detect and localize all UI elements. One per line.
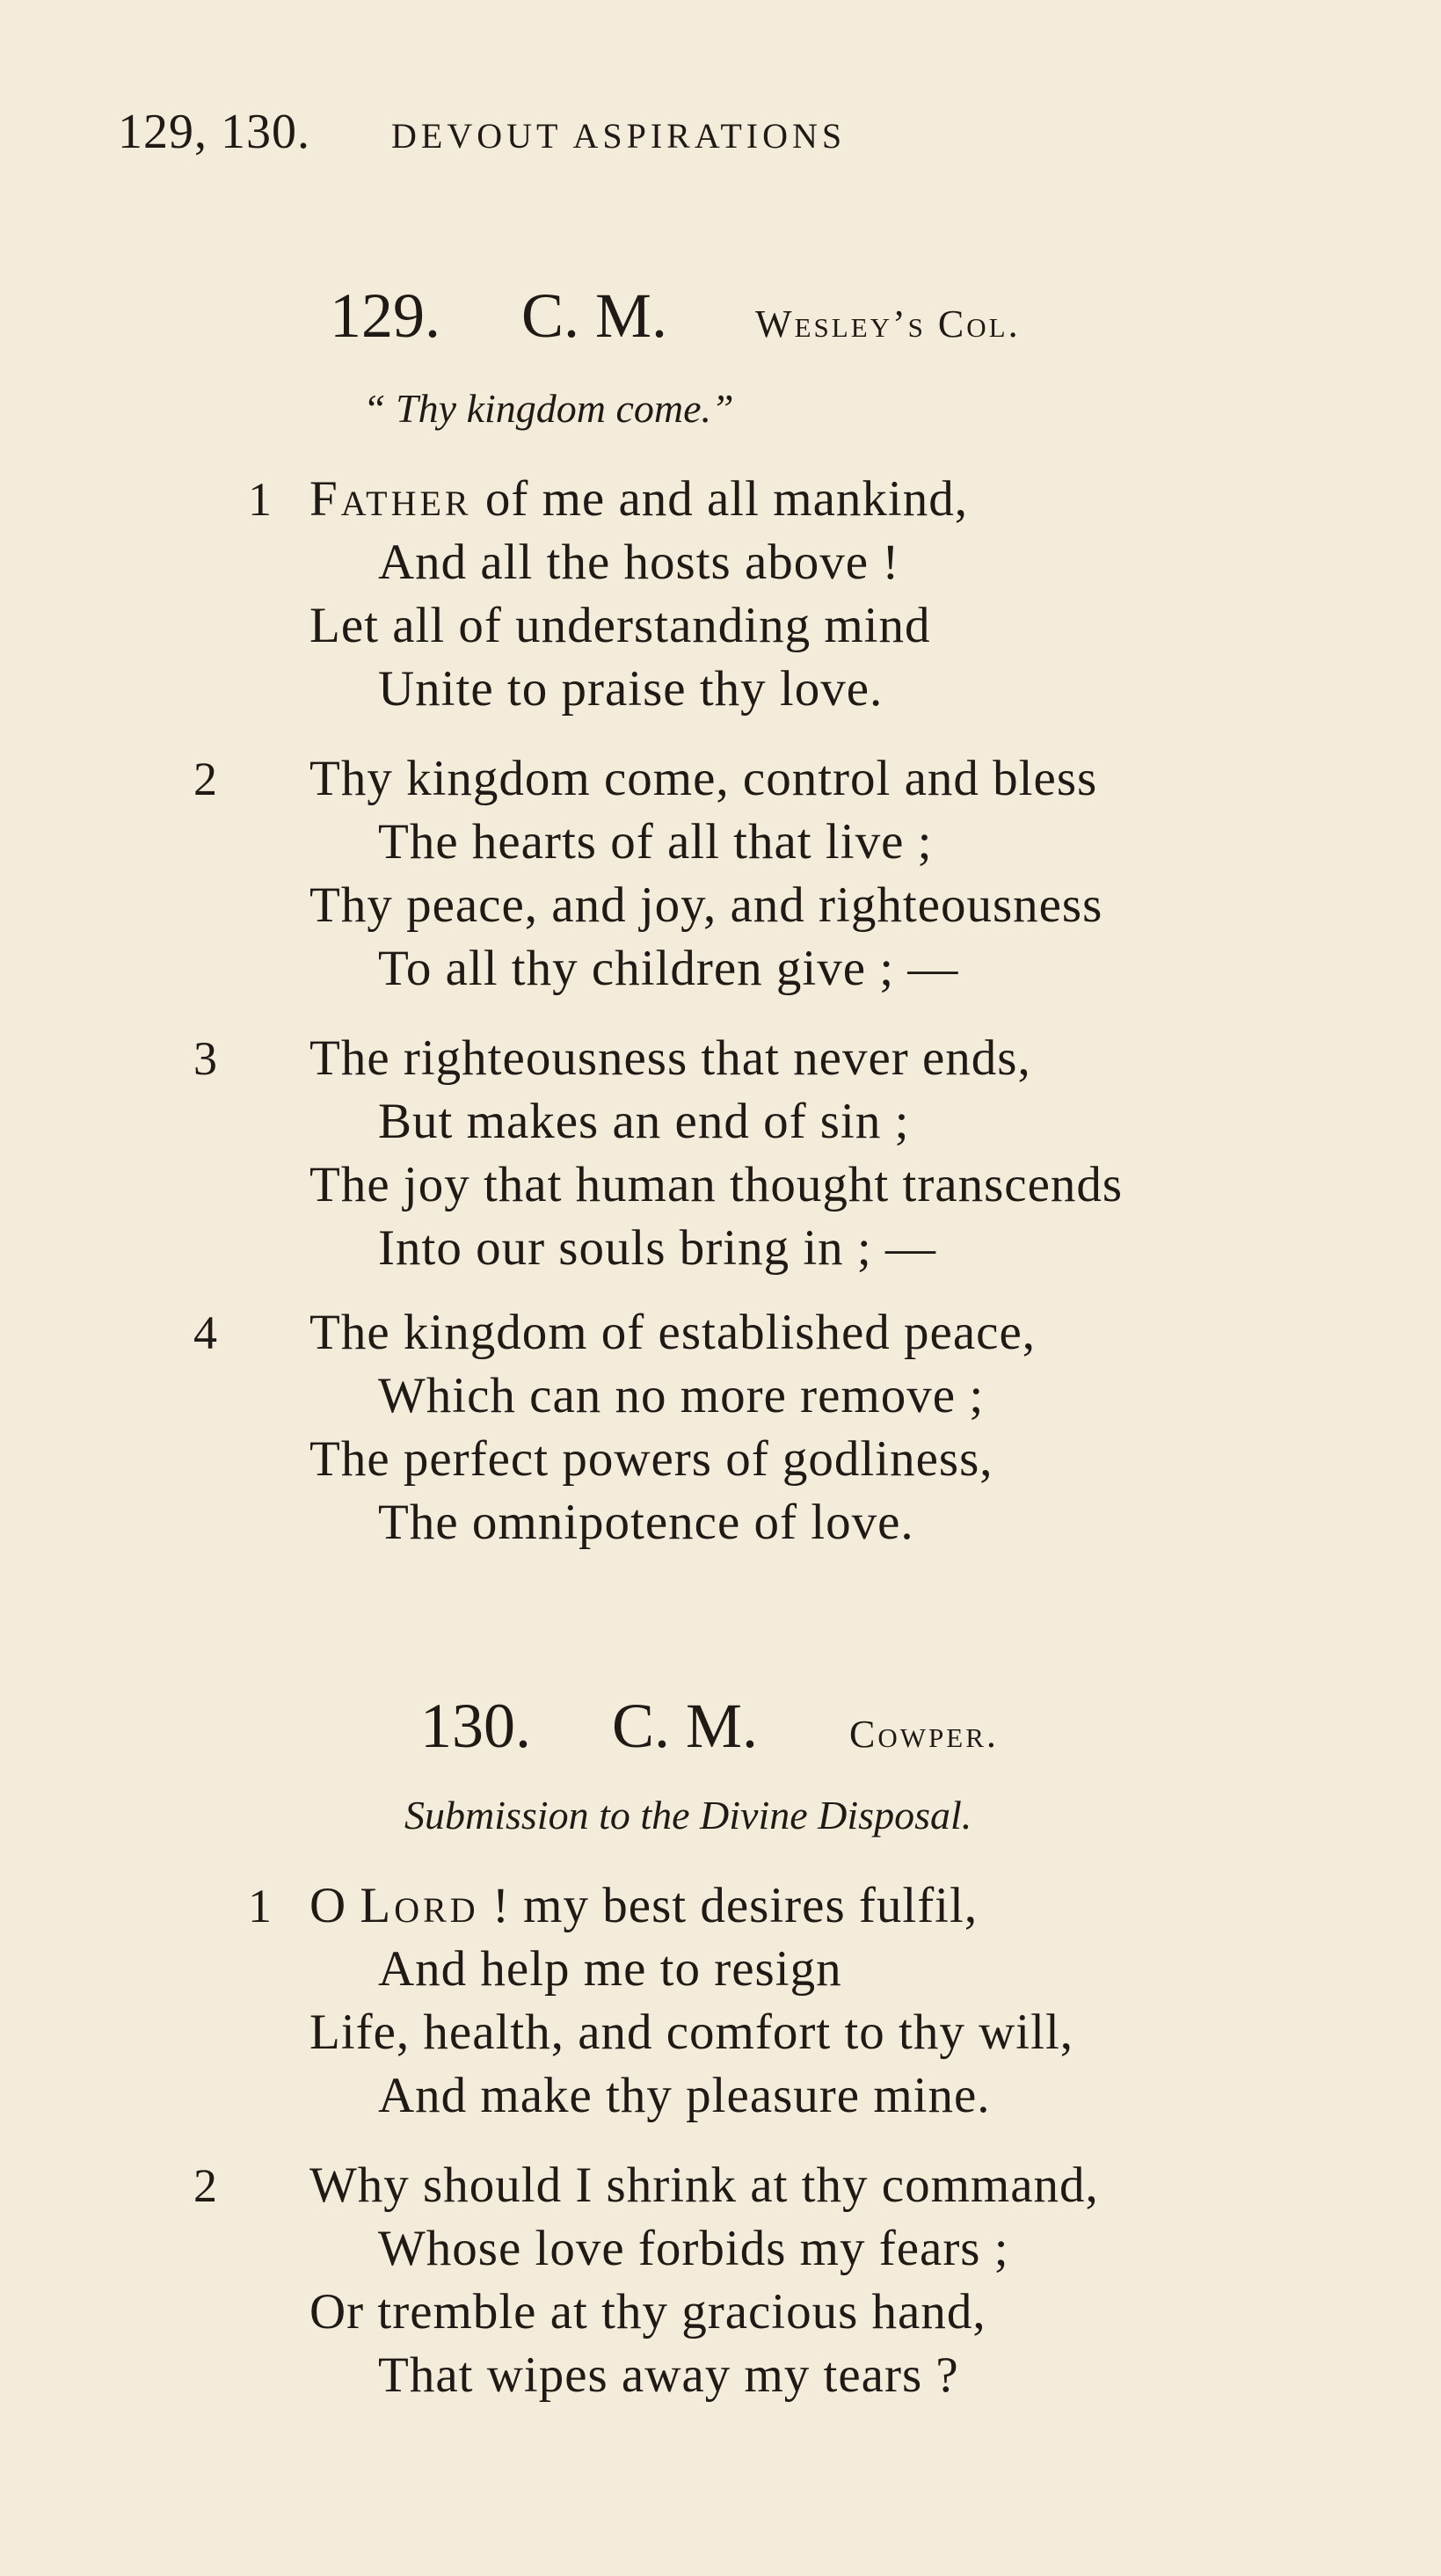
verse-line: The joy that human thought transcends — [309, 1157, 1124, 1212]
verse-line: And help me to resign — [378, 1941, 842, 1997]
verse-line: The omnipotence of love. — [378, 1495, 914, 1550]
verse-line: Unite to praise thy love. — [378, 661, 884, 717]
running-title: DEVOUT ASPIRATIONS — [391, 116, 847, 156]
stanza-number: 1 — [248, 1880, 273, 1932]
verse-line: And make thy pleasure mine. — [378, 2068, 991, 2123]
verse-line: And all the hosts above ! — [378, 535, 900, 590]
hymn-number: 130. — [420, 1691, 531, 1761]
first-word: Lord — [360, 1878, 479, 1933]
verse-line — [193, 1027, 1363, 1090]
verse-text: O — [309, 1878, 360, 1933]
verse-text: of me and all mankind, — [471, 471, 968, 527]
stanza-number: 3 — [193, 1032, 218, 1085]
running-head — [118, 104, 846, 165]
hymn-meter: C. M. — [612, 1691, 759, 1761]
hymn-130-heading — [420, 1690, 999, 1763]
verse-line — [248, 1874, 1363, 1938]
stanza-number: 2 — [193, 753, 218, 805]
verse-line: The perfect powers of godliness, — [309, 1431, 993, 1487]
hymn-129-heading — [330, 280, 1021, 353]
verse-text: ! my best desires fulfil, — [478, 1878, 979, 1933]
hymn-130-subtitle: Submission to the Divine Disposal. — [404, 1793, 972, 1837]
verse-line: Which can no more remove ; — [378, 1368, 985, 1423]
verse-line: But makes an end of sin ; — [378, 1094, 910, 1149]
verse-line: Life, health, and comfort to thy will, — [309, 2005, 1074, 2060]
hymn-129-subtitle: “ Thy kingdom come.” — [363, 386, 734, 431]
verse-line: Or tremble at thy gracious hand, — [309, 2284, 986, 2340]
first-word: Father — [309, 471, 472, 527]
verse-line: The hearts of all that live ; — [378, 814, 933, 870]
hymn-number: 129. — [330, 280, 440, 351]
verse-text: Why should I shrink at thy command, — [309, 2158, 1099, 2213]
verse-line: Whose love forbids my fears ; — [378, 2221, 1009, 2276]
hymn-129-stanza-4 — [193, 1301, 1363, 1554]
hymn-129-stanza-1 — [248, 468, 1363, 721]
hymn-meter: C. M. — [521, 280, 668, 351]
page-numbers: 129, 130. — [118, 105, 310, 159]
hymn-author: Wesley’s Col. — [755, 302, 1021, 346]
verse-line: Into our souls bring in ; — — [378, 1220, 936, 1276]
verse-line: To all thy children give ; — — [378, 941, 959, 996]
verse-line: That wipes away my tears ? — [378, 2347, 959, 2403]
verse-line — [248, 468, 1363, 531]
verse-text: The righteousness that never ends, — [309, 1030, 1031, 1086]
verse-line — [193, 747, 1363, 811]
verse-line: Let all of understanding mind — [309, 598, 931, 653]
verse-text: The kingdom of established peace, — [309, 1305, 1036, 1360]
verse-line — [193, 1301, 1363, 1364]
verse-line — [193, 2154, 1363, 2217]
hymn-author: Cowper. — [849, 1713, 999, 1756]
hymn-129-stanza-3 — [193, 1027, 1363, 1280]
hymn-130-stanza-1 — [248, 1874, 1363, 2128]
stanza-number: 1 — [248, 473, 273, 526]
verse-text: Thy kingdom come, control and bless — [309, 751, 1098, 806]
verse-line: Thy peace, and joy, and righteousness — [309, 877, 1103, 933]
stanza-number: 2 — [193, 2159, 218, 2212]
stanza-number: 4 — [193, 1306, 218, 1359]
hymn-130-stanza-2 — [193, 2154, 1363, 2407]
hymn-129-stanza-2 — [193, 747, 1363, 1001]
